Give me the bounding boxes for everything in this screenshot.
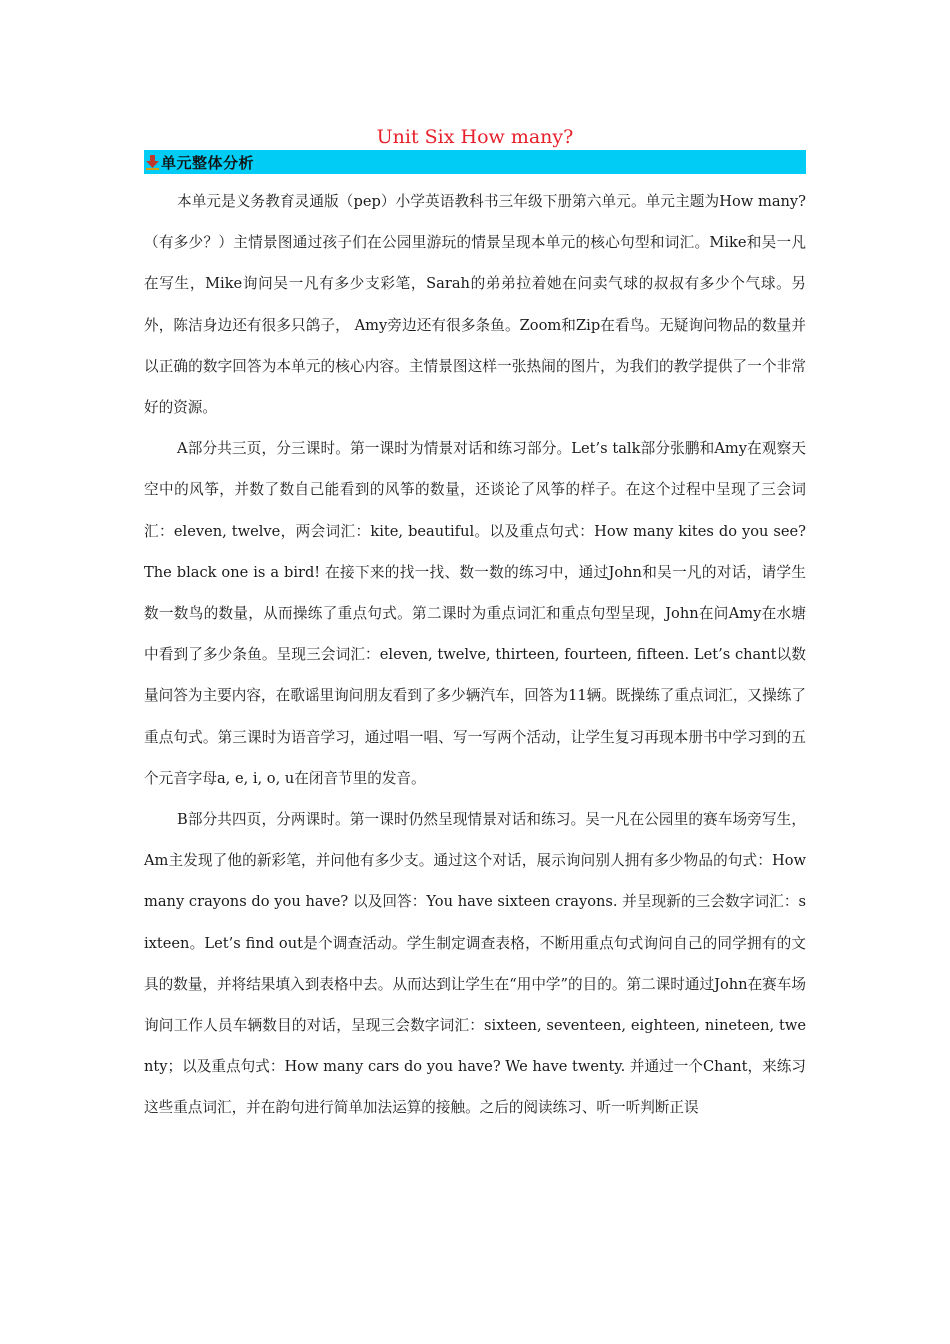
paragraph-part-b: B部分共四页，分两课时。第一课时仍然呈现情景对话和练习。吴一凡在公园里的赛车场旁写生，Am主发现了他的新彩笔，并问他有多少支。通过这个对话，展示询问别人拥有多少物品的句式：How many crayons do you have? 以及回答：You have sixteen crayons. 并呈现新的三会数字词汇：sixteen。Let’s find out是个调查活动。学生制定调查表格，不断用重点句式询问自己的同学拥有的文具的数量，并将结果填入到表格中去。从而达到让学生在“用中学”的目的。第二课时通过John在赛车场询问工作人员车辆数目的对话，呈现三会数字词汇：sixteen, seventeen, eighteen, nineteen, twenty；以及重点句式：How many cars do you have? We have twenty. 并通过一个Chant，来练习这些重点词汇，并在韵句进行简单加法运算的接触。之后的阅读练习、听一听判断正误 — [144, 811, 806, 1117]
section-heading-bar — [144, 150, 806, 174]
document-body — [144, 181, 806, 1129]
paragraph-overview: 本单元是义务教育灵通版（pep）小学英语教科书三年级下册第六单元。单元主题为How many?（有多少？）主情景图通过孩子们在公园里游玩的情景呈现本单元的核心句型和词汇。Mike和吴一凡在写生，Mike询问吴一凡有多少支彩笔，Sarah的弟弟拉着她在问卖气球的叔叔有多少个气球。另外，陈洁身边还有很多只鸽子， Amy旁边还有很多条鱼。Zoom和Zip在看鸟。无疑询问物品的数量并以正确的数字回答为本单元的核心内容。主情景图这样一张热闹的图片，为我们的教学提供了一个非常好的资源。 — [144, 193, 806, 417]
page-title: Unit Six How many? — [376, 126, 574, 148]
paragraph-part-a: A部分共三页，分三课时。第一课时为情景对话和练习部分。Let’s talk部分张鹏和Amy在观察天空中的风筝，并数了数自己能看到的风筝的数量，还谈论了风筝的样子。在这个过程中呈现了三会词汇：eleven, twelve，两会词汇：kite, beautiful。以及重点句式：How many kites do you see? The black one is a bird! 在接下来的找一找、数一数的练习中，通过John和吴一凡的对话，请学生数一数鸟的数量，从而操练了重点句式。第二课时为重点词汇和重点句型呈现，John在问Amy在水塘中看到了多少条鱼。呈现三会词汇：eleven, twelve, thirteen, fourteen, fifteen. Let’s chant以数量问答为主要内容，在歌谣里询问朋友看到了多少辆汽车，回答为11辆。既操练了重点词汇，又操练了重点句式。第三课时为语音学习，通过唱一唱、写一写两个活动，让学生复习再现本册书中学习到的五个元音字母a, e, i, o, u在闭音节里的发音。 — [144, 440, 806, 787]
arrow-down-icon — [146, 155, 159, 170]
section-heading: 单元整体分析 — [161, 153, 255, 172]
